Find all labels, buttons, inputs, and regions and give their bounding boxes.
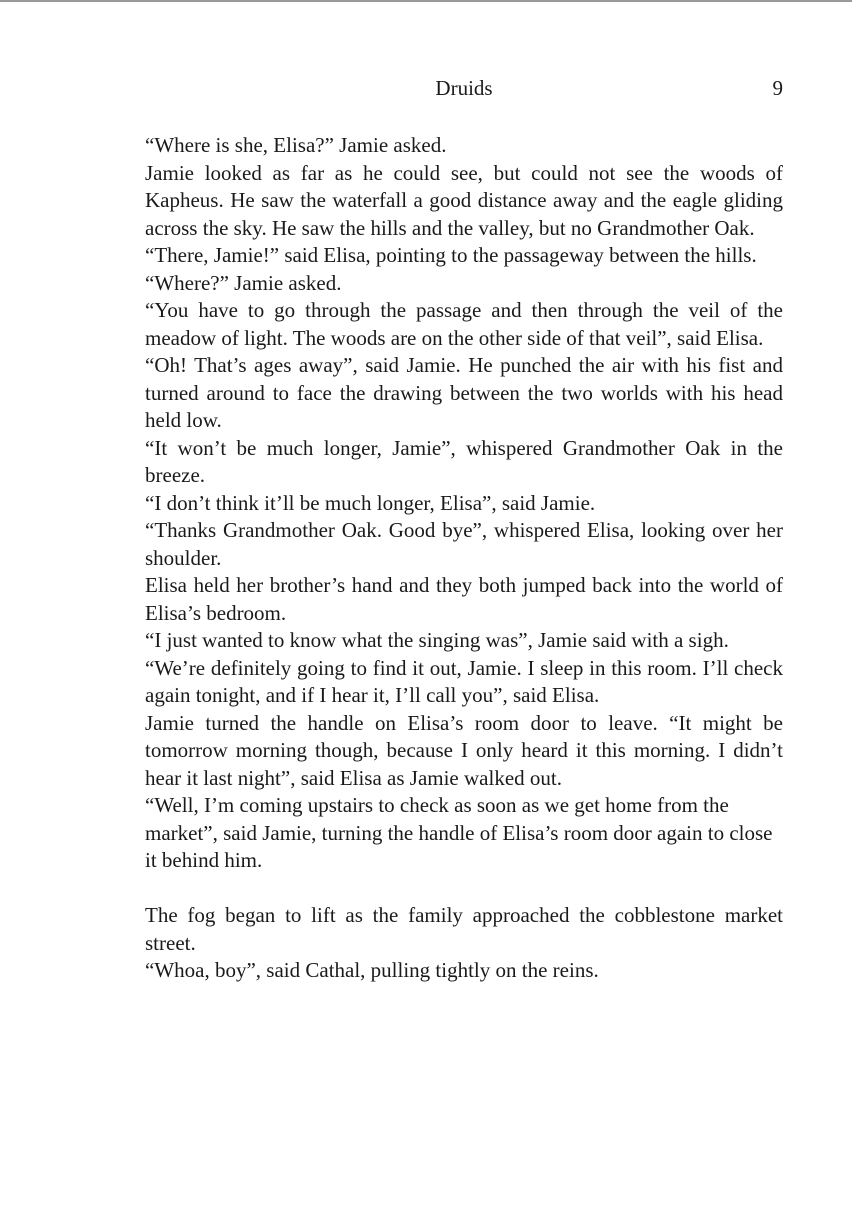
section-break <box>145 875 783 903</box>
paragraph: Jamie turned the handle on Elisa’s room door to leave. “It might be tomorrow morning though, because I only heard it this morning. I didn’t hear it last night”, said Elisa as Jamie walked out. <box>145 710 783 790</box>
paragraph: The fog began to lift as the family approached the cobblestone market street. <box>145 903 783 955</box>
paragraph: “It won’t be much longer, Jamie”, whispered Grandmother Oak in the breeze. <box>145 435 783 487</box>
page-number: 9 <box>772 76 783 100</box>
chapter-title: Druids <box>435 76 493 100</box>
book-page <box>145 76 783 985</box>
paragraph: “I just wanted to know what the singing was”, Jamie said with a sigh. <box>145 628 729 652</box>
paragraph: “There, Jamie!” said Elisa, pointing to the passageway between the hills. <box>145 243 757 267</box>
paragraph: “I don’t think it’ll be much longer, Elisa”, said Jamie. <box>145 490 596 515</box>
page-top-border <box>0 0 852 2</box>
paragraph: “Where?” Jamie asked. <box>145 270 342 295</box>
paragraph: Jamie looked as far as he could see, but could not see the woods of Kapheus. He saw the waterfall a good distance away and the eagle gliding across the sky. He saw the hills and the valley, but no Grandmother Oak. <box>145 160 783 240</box>
body-text <box>145 132 783 985</box>
paragraph: “Where is she, Elisa?” Jamie asked. <box>145 133 447 157</box>
paragraph: “We’re definitely going to find it out, Jamie. I sleep in this room. I’ll check again tonight, and if I hear it, I’ll call you”, said Elisa. <box>145 655 783 707</box>
paragraph: “Well, I’m coming upstairs to check as soon as we get home from the market”, said Jamie, turning the handle of Elisa’s room door again to close it behind him. <box>145 793 773 872</box>
paragraph: “Thanks Grandmother Oak. Good bye”, whispered Elisa, looking over her shoulder. <box>145 518 783 570</box>
paragraph: “Whoa, boy”, said Cathal, pulling tightly on the reins. <box>145 958 599 982</box>
running-header <box>145 76 783 106</box>
paragraph: “You have to go through the passage and then through the veil of the meadow of light. The woods are on the other side of that veil”, said Elisa. <box>145 298 783 350</box>
paragraph: “Oh! That’s ages away”, said Jamie. He punched the air with his fist and turned around to face the drawing between the two worlds with his head held low. <box>145 353 783 432</box>
paragraph: Elisa held her brother’s hand and they both jumped back into the world of Elisa’s bedroom. <box>145 573 783 625</box>
